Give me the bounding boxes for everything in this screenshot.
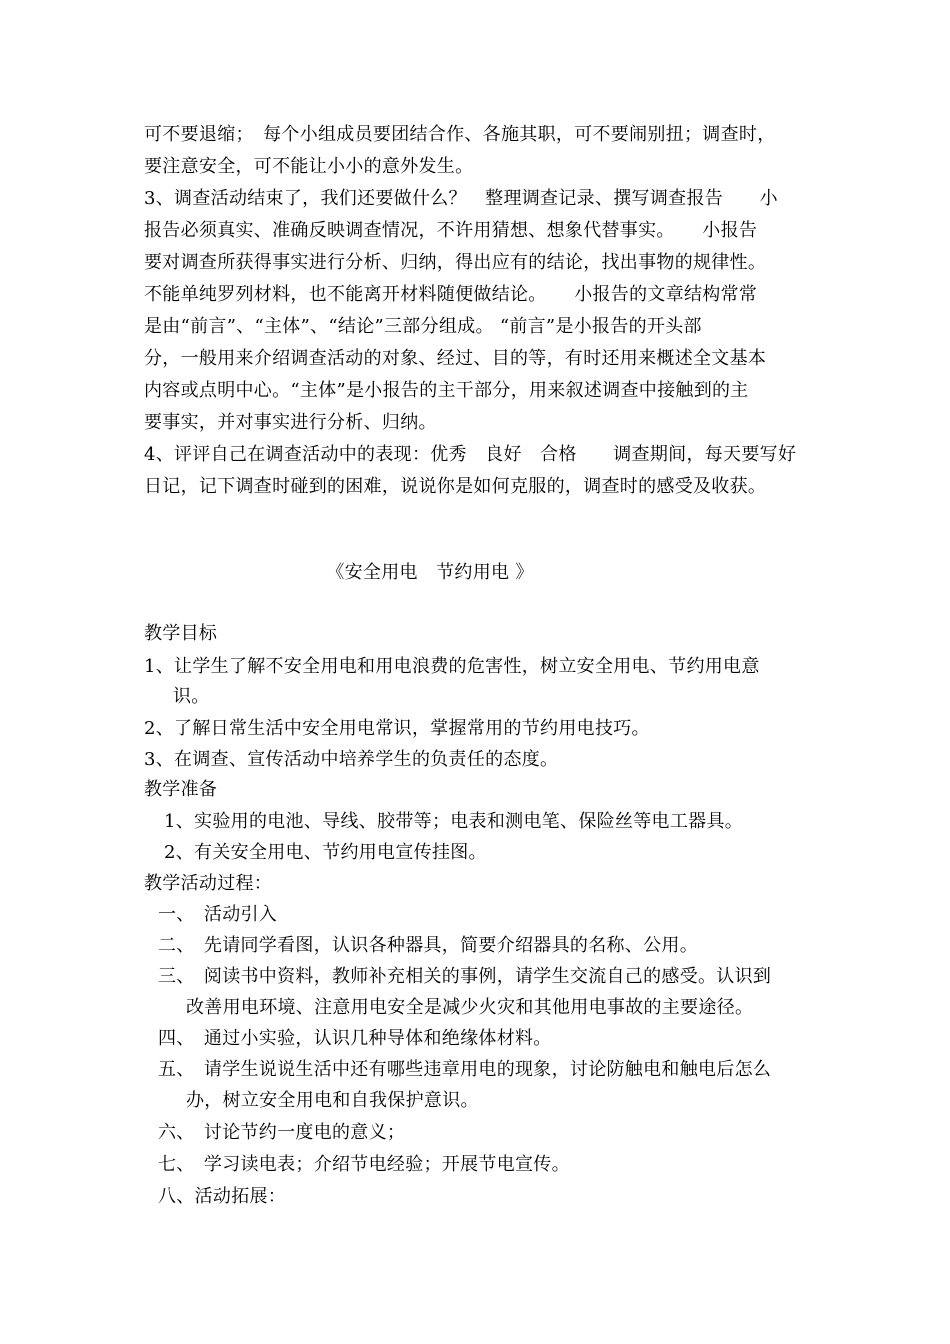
process-step-continued: 改善用电环境、注意用电安全是减少火灾和其他用电事故的主要途径。 xyxy=(186,997,754,1018)
paragraph-line: 是由“前言”、“主体”、“结论”三部分组成。 “前言”是小报告的开头部 xyxy=(144,316,702,337)
process-step: 五、 请学生说说生活中还有哪些违章用电的现象，讨论防触电和触电后怎么 xyxy=(158,1059,772,1080)
process-step: 八、活动拓展： xyxy=(158,1186,287,1207)
process-step: 三、 阅读书中资料，教师补充相关的事例，请学生交流自己的感受。认识到 xyxy=(158,966,772,987)
process-heading: 教学活动过程： xyxy=(144,873,273,894)
prep-heading: 教学准备 xyxy=(144,779,218,800)
process-step: 一、 活动引入 xyxy=(158,904,278,925)
process-step: 四、 通过小实验，认识几种导体和绝缘体材料。 xyxy=(158,1028,552,1049)
goal-item: 1、让学生了解不安全用电和用电浪费的危害性，树立安全用电、节约用电意 xyxy=(144,656,760,677)
prep-item: 1、实验用的电池、导线、胶带等；电表和测电笔、保险丝等电工器具。 xyxy=(164,811,744,832)
paragraph-line: 不能单纯罗列材料，也不能离开材料随便做结论。 小报告的文章结构常常 xyxy=(144,284,758,305)
paragraph-line: 要注意安全，可不能让小小的意外发生。 xyxy=(144,156,474,177)
goal-item: 2、了解日常生活中安全用电常识，掌握常用的节约用电技巧。 xyxy=(144,718,650,739)
paragraph-line: 4、评评自己在调查活动中的表现：优秀 良好 合格 调查期间，每天要写好 xyxy=(144,444,797,465)
process-step: 二、 先请同学看图，认识各种器具，简要介绍器具的名称、公用。 xyxy=(158,935,698,956)
goal-heading: 教学目标 xyxy=(144,623,218,644)
process-step: 六、 讨论节约一度电的意义； xyxy=(158,1122,406,1143)
goal-item-continued: 识。 xyxy=(173,686,210,707)
process-step-continued: 办，树立安全用电和自我保护意识。 xyxy=(186,1090,479,1111)
paragraph-line: 报告必须真实、准确反映调查情况，不许用猜想、想象代替事实。 小报告 xyxy=(144,220,758,241)
paragraph-line: 要事实，并对事实进行分析、归纳。 xyxy=(144,412,437,433)
paragraph-line: 内容或点明中心。“主体”是小报告的主干部分，用来叙述调查中接触到的主 xyxy=(144,380,749,401)
paragraph-line: 可不要退缩； 每个小组成员要团结合作、各施其职，可不要闹别扭；调查时， xyxy=(144,124,776,145)
goal-item: 3、在调查、宣传活动中培养学生的负责任的态度。 xyxy=(144,749,559,770)
paragraph-line: 分，一般用来介绍调查活动的对象、经过、目的等，有时还用来概述全文基本 xyxy=(144,348,767,369)
paragraph-line: 日记，记下调查时碰到的困难，说说你是如何克服的，调查时的感受及收获。 xyxy=(144,476,767,497)
paragraph-line: 3、调查活动结束了，我们还要做什么？ 整理调查记录、撰写调查报告 小 xyxy=(144,188,778,209)
prep-item: 2、有关安全用电、节约用电宣传挂图。 xyxy=(164,842,487,863)
lesson-title: 《安全用电 节约用电 》 xyxy=(326,562,534,583)
paragraph-line: 要对调查所获得事实进行分析、归纳，得出应有的结论，找出事物的规律性。 xyxy=(144,252,767,273)
process-step: 七、 学习读电表；介绍节电经验；开展节电宣传。 xyxy=(158,1154,570,1175)
